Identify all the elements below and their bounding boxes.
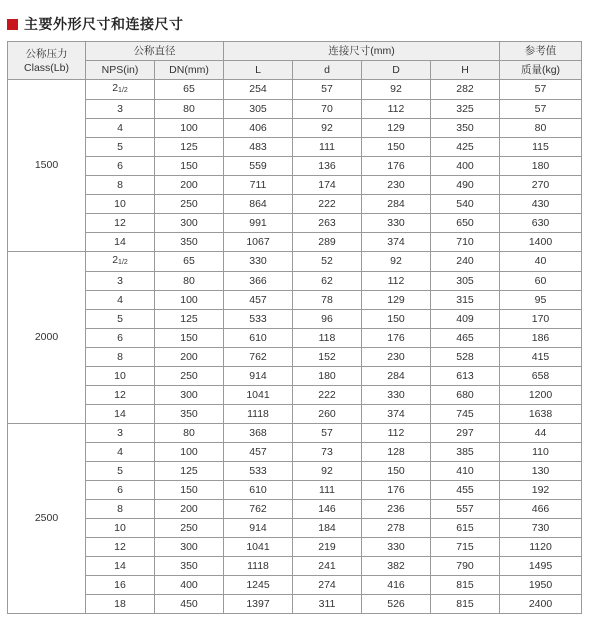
cell-nps: [86, 519, 155, 538]
cell-big-d: 92: [362, 80, 431, 100]
table-row: [8, 443, 582, 462]
cell-big-d: 230: [362, 348, 431, 367]
cell-big-d: 526: [362, 595, 431, 614]
cell-l: 533: [224, 310, 293, 329]
nps-value: 2: [112, 82, 119, 94]
cell-big-d: 176: [362, 481, 431, 500]
cell-nps: [86, 195, 155, 214]
cell-h: 400: [431, 157, 500, 176]
cell-d: 184: [293, 519, 362, 538]
cell-dn: 300: [155, 538, 224, 557]
cell-d: 111: [293, 138, 362, 157]
cell-l: 1118: [224, 557, 293, 576]
table-row: [8, 80, 582, 100]
table-row: [8, 138, 582, 157]
cell-big-d: 330: [362, 386, 431, 405]
cell-h: 815: [431, 595, 500, 614]
cell-big-d: 176: [362, 329, 431, 348]
cell-l: 610: [224, 329, 293, 348]
cell-d: 174: [293, 176, 362, 195]
nps-value: 4: [117, 445, 123, 458]
cell-nps: [86, 424, 155, 443]
cell-d: 118: [293, 329, 362, 348]
cell-l: 914: [224, 367, 293, 386]
table-row: [8, 329, 582, 348]
cell-h: 297: [431, 424, 500, 443]
cell-nps: [86, 176, 155, 195]
cell-big-d: 230: [362, 176, 431, 195]
nps-value: 6: [117, 159, 123, 172]
cell-d: 222: [293, 386, 362, 405]
table-row: [8, 119, 582, 138]
cell-dn: 125: [155, 138, 224, 157]
cell-nps: [86, 119, 155, 138]
header-reference-value: 参考值: [500, 42, 582, 61]
cell-nps: [86, 386, 155, 405]
cell-weight: 95: [500, 291, 582, 310]
cell-big-d: 112: [362, 272, 431, 291]
cell-h: 425: [431, 138, 500, 157]
cell-dn: 150: [155, 329, 224, 348]
table-row: [8, 176, 582, 195]
table-row: [8, 481, 582, 500]
table-row: [8, 462, 582, 481]
cell-weight: 430: [500, 195, 582, 214]
cell-l: 254: [224, 80, 293, 100]
cell-d: 263: [293, 214, 362, 233]
cell-dn: 80: [155, 100, 224, 119]
cell-weight: 44: [500, 424, 582, 443]
cell-d: 241: [293, 557, 362, 576]
cell-nps: [86, 233, 155, 252]
table-row: [8, 348, 582, 367]
cell-h: 385: [431, 443, 500, 462]
cell-dn: 150: [155, 481, 224, 500]
cell-h: 680: [431, 386, 500, 405]
cell-dn: 200: [155, 348, 224, 367]
cell-h: 305: [431, 272, 500, 291]
cell-l: 762: [224, 500, 293, 519]
cell-weight: 60: [500, 272, 582, 291]
cell-big-d: 382: [362, 557, 431, 576]
cell-h: 350: [431, 119, 500, 138]
cell-l: 1041: [224, 538, 293, 557]
table-row: [8, 157, 582, 176]
nps-value: 10: [114, 197, 126, 210]
cell-l: 1118: [224, 405, 293, 424]
cell-big-d: 374: [362, 405, 431, 424]
table-row: [8, 500, 582, 519]
cell-d: 152: [293, 348, 362, 367]
cell-h: 613: [431, 367, 500, 386]
nps-value: 14: [114, 559, 126, 572]
cell-big-d: 416: [362, 576, 431, 595]
header-d: d: [293, 61, 362, 80]
cell-weight: 415: [500, 348, 582, 367]
cell-d: 219: [293, 538, 362, 557]
cell-d: 92: [293, 462, 362, 481]
nps-value: 3: [117, 274, 123, 287]
cell-dn: 125: [155, 310, 224, 329]
cell-dn: 150: [155, 157, 224, 176]
cell-d: 222: [293, 195, 362, 214]
section-heading: [7, 14, 184, 34]
cell-l: 991: [224, 214, 293, 233]
nps-value: 10: [114, 369, 126, 382]
nps-value: 10: [114, 521, 126, 534]
cell-weight: 1400: [500, 233, 582, 252]
cell-big-d: 374: [362, 233, 431, 252]
cell-big-d: 176: [362, 157, 431, 176]
cell-big-d: 92: [362, 252, 431, 272]
heading-marker-square: [7, 19, 18, 30]
nps-fraction: 1/2: [118, 259, 128, 266]
cell-h: 540: [431, 195, 500, 214]
cell-d: 146: [293, 500, 362, 519]
header-nps: NPS(in): [86, 61, 155, 80]
cell-dn: 250: [155, 519, 224, 538]
nps-value: 18: [114, 597, 126, 610]
cell-big-d: 278: [362, 519, 431, 538]
cell-big-d: 150: [362, 138, 431, 157]
nps-value: 12: [114, 388, 126, 401]
table-row: [8, 386, 582, 405]
header-class-en: Class(Lb): [24, 61, 69, 74]
header-l: L: [224, 61, 293, 80]
cell-dn: 200: [155, 500, 224, 519]
cell-l: 366: [224, 272, 293, 291]
nps-value: 6: [117, 331, 123, 344]
cell-d: 274: [293, 576, 362, 595]
header-class: [8, 42, 86, 80]
cell-d: 180: [293, 367, 362, 386]
cell-weight: 110: [500, 443, 582, 462]
table-row: [8, 595, 582, 614]
nps-value: 4: [117, 121, 123, 134]
cell-big-d: 112: [362, 100, 431, 119]
nps-value: 4: [117, 293, 123, 306]
cell-nps: [86, 100, 155, 119]
cell-dn: 450: [155, 595, 224, 614]
table-row: [8, 424, 582, 443]
cell-d: 52: [293, 252, 362, 272]
cell-d: 62: [293, 272, 362, 291]
header-h: H: [431, 61, 500, 80]
cell-dn: 80: [155, 424, 224, 443]
cell-nps: [86, 576, 155, 595]
cell-dn: 80: [155, 272, 224, 291]
cell-nps: [86, 557, 155, 576]
cell-d: 73: [293, 443, 362, 462]
header-class-cn: 公称压力: [25, 47, 68, 60]
cell-h: 710: [431, 233, 500, 252]
cell-d: 57: [293, 80, 362, 100]
table-row: [8, 252, 582, 272]
cell-weight: 80: [500, 119, 582, 138]
cell-weight: 186: [500, 329, 582, 348]
cell-d: 260: [293, 405, 362, 424]
cell-h: 325: [431, 100, 500, 119]
cell-dn: 125: [155, 462, 224, 481]
cell-d: 111: [293, 481, 362, 500]
cell-dn: 250: [155, 367, 224, 386]
cell-h: 815: [431, 576, 500, 595]
cell-weight: 192: [500, 481, 582, 500]
cell-big-d: 112: [362, 424, 431, 443]
cell-l: 1397: [224, 595, 293, 614]
table-row: [8, 291, 582, 310]
table-row: [8, 367, 582, 386]
cell-big-d: 284: [362, 367, 431, 386]
cell-d: 92: [293, 119, 362, 138]
cell-l: 533: [224, 462, 293, 481]
table-row: [8, 405, 582, 424]
cell-l: 762: [224, 348, 293, 367]
class-cell: 1500: [8, 80, 86, 252]
cell-weight: 1638: [500, 405, 582, 424]
cell-l: 864: [224, 195, 293, 214]
cell-big-d: 330: [362, 214, 431, 233]
cell-nps: [86, 272, 155, 291]
cell-l: 457: [224, 291, 293, 310]
cell-dn: 350: [155, 405, 224, 424]
section-title: 主要外形尺寸和连接尺寸: [24, 17, 184, 33]
cell-nps: [86, 80, 155, 100]
cell-big-d: 284: [362, 195, 431, 214]
cell-nps: [86, 405, 155, 424]
cell-nps: [86, 481, 155, 500]
cell-l: 1245: [224, 576, 293, 595]
cell-weight: 658: [500, 367, 582, 386]
cell-weight: 1950: [500, 576, 582, 595]
cell-nps: [86, 252, 155, 272]
cell-h: 745: [431, 405, 500, 424]
nps-value: 8: [117, 502, 123, 515]
cell-h: 465: [431, 329, 500, 348]
table-row: [8, 272, 582, 291]
cell-h: 528: [431, 348, 500, 367]
cell-dn: 100: [155, 119, 224, 138]
table-row: [8, 195, 582, 214]
cell-dn: 100: [155, 291, 224, 310]
nps-value: 6: [117, 483, 123, 496]
cell-d: 70: [293, 100, 362, 119]
cell-nps: [86, 443, 155, 462]
dimension-table: [7, 41, 582, 614]
cell-weight: 40: [500, 252, 582, 272]
cell-dn: 350: [155, 233, 224, 252]
cell-big-d: 129: [362, 119, 431, 138]
class-cell: 2000: [8, 252, 86, 424]
cell-h: 650: [431, 214, 500, 233]
table-row: [8, 310, 582, 329]
cell-h: 790: [431, 557, 500, 576]
cell-weight: 115: [500, 138, 582, 157]
cell-nps: [86, 214, 155, 233]
cell-l: 1041: [224, 386, 293, 405]
header-connection-size: 连接尺寸(mm): [224, 42, 500, 61]
cell-h: 240: [431, 252, 500, 272]
cell-weight: 730: [500, 519, 582, 538]
cell-l: 711: [224, 176, 293, 195]
header-nominal-diameter: 公称直径: [86, 42, 224, 61]
cell-big-d: 150: [362, 310, 431, 329]
cell-h: 490: [431, 176, 500, 195]
cell-weight: 1495: [500, 557, 582, 576]
nps-value: 14: [114, 235, 126, 248]
cell-dn: 65: [155, 252, 224, 272]
cell-l: 368: [224, 424, 293, 443]
cell-weight: 1200: [500, 386, 582, 405]
cell-d: 96: [293, 310, 362, 329]
nps-fraction: 1/2: [118, 87, 128, 94]
cell-dn: 300: [155, 386, 224, 405]
cell-h: 409: [431, 310, 500, 329]
cell-h: 615: [431, 519, 500, 538]
cell-dn: 400: [155, 576, 224, 595]
cell-d: 136: [293, 157, 362, 176]
cell-weight: 2400: [500, 595, 582, 614]
cell-weight: 630: [500, 214, 582, 233]
nps-value: 16: [114, 578, 126, 591]
cell-d: 57: [293, 424, 362, 443]
cell-weight: 170: [500, 310, 582, 329]
nps-value: 5: [117, 464, 123, 477]
cell-h: 315: [431, 291, 500, 310]
class-cell: 2500: [8, 424, 86, 614]
cell-weight: 57: [500, 80, 582, 100]
cell-d: 311: [293, 595, 362, 614]
table-row: [8, 519, 582, 538]
cell-l: 305: [224, 100, 293, 119]
cell-d: 289: [293, 233, 362, 252]
nps-value: 5: [117, 312, 123, 325]
header-dn: DN(mm): [155, 61, 224, 80]
cell-l: 1067: [224, 233, 293, 252]
cell-l: 914: [224, 519, 293, 538]
cell-dn: 300: [155, 214, 224, 233]
header-big-d: D: [362, 61, 431, 80]
cell-weight: 180: [500, 157, 582, 176]
table-row: [8, 214, 582, 233]
table-row: [8, 233, 582, 252]
nps-value: 3: [117, 102, 123, 115]
cell-big-d: 128: [362, 443, 431, 462]
cell-nps: [86, 500, 155, 519]
cell-big-d: 330: [362, 538, 431, 557]
cell-l: 406: [224, 119, 293, 138]
cell-nps: [86, 367, 155, 386]
cell-weight: 57: [500, 100, 582, 119]
cell-weight: 130: [500, 462, 582, 481]
cell-dn: 200: [155, 176, 224, 195]
cell-dn: 65: [155, 80, 224, 100]
cell-nps: [86, 329, 155, 348]
cell-l: 559: [224, 157, 293, 176]
cell-nps: [86, 538, 155, 557]
table-row: [8, 557, 582, 576]
cell-l: 330: [224, 252, 293, 272]
nps-value: 5: [117, 140, 123, 153]
cell-h: 410: [431, 462, 500, 481]
table-row: [8, 100, 582, 119]
nps-value: 12: [114, 216, 126, 229]
table-row: [8, 576, 582, 595]
cell-weight: 270: [500, 176, 582, 195]
cell-h: 282: [431, 80, 500, 100]
nps-value: 12: [114, 540, 126, 553]
cell-nps: [86, 595, 155, 614]
cell-nps: [86, 138, 155, 157]
table-body: [8, 80, 582, 614]
nps-value: 3: [117, 426, 123, 439]
nps-value: 8: [117, 350, 123, 363]
nps-value: 2: [112, 254, 119, 266]
nps-value: 8: [117, 178, 123, 191]
cell-nps: [86, 462, 155, 481]
cell-weight: 1120: [500, 538, 582, 557]
cell-big-d: 129: [362, 291, 431, 310]
cell-l: 483: [224, 138, 293, 157]
cell-l: 457: [224, 443, 293, 462]
cell-h: 455: [431, 481, 500, 500]
cell-weight: 466: [500, 500, 582, 519]
cell-dn: 250: [155, 195, 224, 214]
cell-d: 78: [293, 291, 362, 310]
cell-big-d: 150: [362, 462, 431, 481]
table-row: [8, 538, 582, 557]
cell-big-d: 236: [362, 500, 431, 519]
nps-value: 14: [114, 407, 126, 420]
table-header: [8, 42, 582, 80]
cell-l: 610: [224, 481, 293, 500]
cell-nps: [86, 348, 155, 367]
cell-nps: [86, 310, 155, 329]
cell-dn: 100: [155, 443, 224, 462]
cell-nps: [86, 291, 155, 310]
header-weight: 质量(kg): [500, 61, 582, 80]
cell-dn: 350: [155, 557, 224, 576]
cell-h: 557: [431, 500, 500, 519]
cell-h: 715: [431, 538, 500, 557]
cell-nps: [86, 157, 155, 176]
